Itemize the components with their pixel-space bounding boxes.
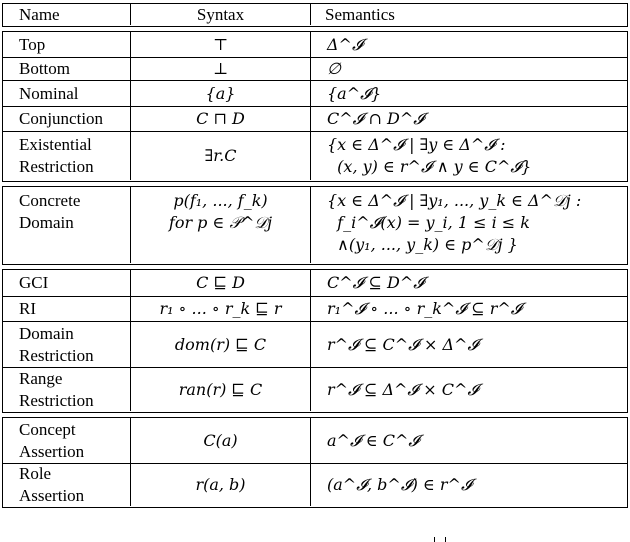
row-name: Existential Restriction: [3, 132, 131, 180]
row-semantics: C^𝓘 ∩ D^𝓘: [327, 109, 425, 128]
row-name: Conjunction: [3, 107, 131, 131]
row-syntax: C(a): [131, 418, 311, 463]
table-row-top: [3, 32, 627, 57]
table-row-concept-assertion: [3, 418, 627, 463]
header-semantics: Semantics: [325, 4, 395, 24]
row-semantics: C^𝓘 ⊆ D^𝓘: [327, 273, 425, 292]
header-name: Name: [3, 4, 131, 25]
row-syntax: r₁ ∘ ... ∘ r_k ⊑ r: [131, 297, 311, 321]
table-row-role-assertion: [3, 463, 627, 506]
row-name: RI: [3, 297, 131, 321]
row-semantics: r₁^𝓘 ∘ ... ∘ r_k^𝓘 ⊆ r^𝓘: [327, 299, 522, 318]
row-name: Range Restriction: [3, 368, 131, 411]
row-syntax: ∃r.C: [131, 132, 311, 180]
scan-artifact-mark: [434, 537, 435, 542]
row-name: Role Assertion: [3, 464, 131, 506]
row-name: Domain Restriction: [3, 322, 131, 367]
row-semantics: r^𝓘 ⊆ Δ^𝓘 × C^𝓘: [327, 379, 479, 399]
row-syntax: C ⊑ D: [131, 270, 311, 296]
table-row-conjunction: [3, 106, 627, 131]
row-semantics: r^𝓘 ⊆ C^𝓘 × Δ^𝓘: [327, 334, 479, 354]
row-syntax: ran(r) ⊑ C: [131, 368, 311, 411]
row-semantics: (a^𝓘, b^𝓘) ∈ r^𝓘: [327, 475, 472, 494]
constructors-group: [2, 31, 628, 182]
row-syntax: C ⊓ D: [131, 107, 311, 131]
table-row-existential-restriction: [3, 131, 627, 180]
row-semantics: a^𝓘 ∈ C^𝓘: [327, 430, 420, 450]
assertions-group: [2, 417, 628, 508]
row-syntax: r(a, b): [131, 464, 311, 506]
table-row-bottom: [3, 57, 627, 80]
row-semantics: Δ^𝓘: [327, 34, 363, 54]
row-semantics: {a^𝓘}: [327, 83, 382, 103]
table-header: [2, 3, 628, 27]
row-semantics: ∅: [327, 59, 341, 78]
row-name: Nominal: [3, 81, 131, 106]
table-row-nominal: [3, 80, 627, 106]
table-row-gci: [3, 270, 627, 296]
row-name: GCI: [3, 270, 131, 296]
scan-artifact-mark: [445, 537, 446, 542]
row-syntax: dom(r) ⊑ C: [131, 322, 311, 367]
row-syntax: ⊥: [131, 58, 311, 80]
concrete-domain-group: [2, 186, 628, 265]
header-syntax: Syntax: [131, 4, 311, 25]
table-row-range-restriction: [3, 367, 627, 411]
table-row-concrete-domain: [3, 187, 627, 263]
row-semantics: {x ∈ Δ^𝓘 | ∃y₁, ..., y_k ∈ Δ^𝒟j : f_i^𝓘(x) = y_i, 1 ≤ i ≤ k ∧(y₁, ..., y_k) ∈ p^𝒟j }: [327, 191, 582, 254]
row-name: Concrete Domain: [3, 187, 131, 263]
table-row-domain-restriction: [3, 321, 627, 367]
table-row-ri: [3, 296, 627, 321]
row-name: Concept Assertion: [3, 418, 131, 463]
row-semantics: {x ∈ Δ^𝓘 | ∃y ∈ Δ^𝓘 : (x, y) ∈ r^𝓘 ∧ y ∈ C^𝓘}: [327, 135, 532, 176]
row-name: Bottom: [3, 58, 131, 80]
header-row: [3, 4, 627, 25]
row-syntax: ⊤: [131, 32, 311, 57]
row-syntax: {a}: [131, 81, 311, 106]
axioms-group: [2, 269, 628, 413]
row-syntax: p(f₁, ..., f_k) for p ∈ 𝒫^𝒟j: [131, 187, 311, 263]
row-name: Top: [3, 32, 131, 57]
